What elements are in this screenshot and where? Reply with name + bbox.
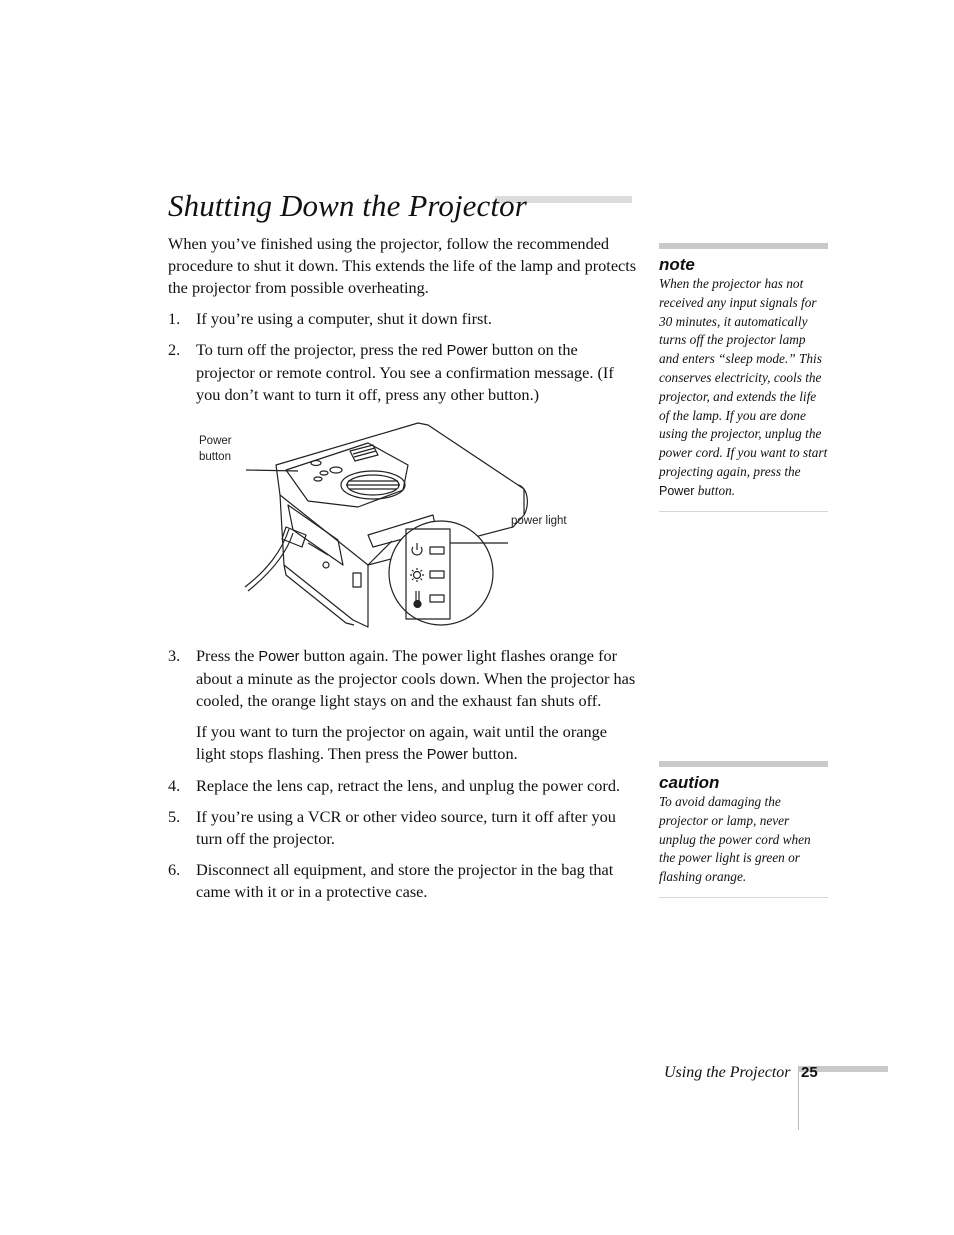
power-key-label: Power [446, 343, 488, 359]
step-number: 2. [168, 340, 181, 359]
footer-section-title: Using the Projector [664, 1064, 791, 1081]
note-text-part: When the projector has not received any input signals for 30 minutes, it automatically turns off the projector lamp and enters “sleep mode.” This conserves electricity, cools the projector, and extends the life of the lamp. If you are done using the projector, unplug the power cord. If you want to start projecting again, press the [659, 276, 828, 479]
page-number: 25 [801, 1064, 818, 1081]
page-title: Shutting Down the Projector [168, 188, 527, 223]
step-number: 5. [168, 807, 181, 826]
main-body [168, 233, 638, 912]
footer-vertical-rule [798, 1066, 799, 1130]
step-text: If you’re using a computer, shut it down first. [196, 309, 492, 328]
intro-paragraph: When you’ve finished using the projector, follow the recommended procedure to shut it down. This extends the life of the lamp and protects the projector from possible overheating. [168, 234, 637, 297]
projector-illustration [168, 415, 638, 633]
note-box [659, 243, 828, 512]
step-text: To turn off the projector, press the red [196, 340, 447, 359]
step-text: button on the projector or remote control. You see a confirmation message. (If you don’t want to turn it off, press any other button.) [196, 340, 614, 404]
step-2 [168, 339, 638, 406]
power-key-label: Power [258, 649, 300, 665]
caution-bar [659, 761, 828, 767]
power-key-label: Power [659, 483, 695, 498]
step-3 [168, 645, 638, 712]
caution-heading: caution [659, 773, 720, 792]
power-button-label: Power button [199, 435, 232, 463]
note-divider [659, 511, 828, 512]
projector-drawing [168, 415, 638, 633]
caution-text: To avoid damaging the projector or lamp, never unplug the power cord when the power light is green or flashing orange. [659, 794, 811, 885]
step-number: 3. [168, 646, 181, 665]
caution-box [659, 761, 828, 898]
step-text: Disconnect all equipment, and store the projector in the bag that came with it or in a protective case. [196, 860, 614, 901]
step-4 [168, 775, 638, 797]
step-6 [168, 859, 638, 903]
step-3-continuation [168, 721, 638, 766]
caution-divider [659, 897, 828, 898]
note-heading: note [659, 255, 695, 274]
power-key-label: Power [426, 747, 468, 763]
step-1 [168, 308, 638, 330]
step-text: Press the [196, 646, 259, 665]
note-text [659, 275, 828, 501]
note-bar [659, 243, 828, 249]
power-light-label: power light [511, 515, 567, 527]
step-number: 1. [168, 309, 181, 328]
step-number: 4. [168, 776, 181, 795]
note-text-part: button. [694, 482, 736, 498]
step-text: button. [467, 744, 518, 763]
step-text: If you’re using a VCR or other video source, turn it off after you turn off the projector. [196, 807, 616, 848]
step-5 [168, 806, 638, 850]
step-number: 6. [168, 860, 181, 879]
step-text: button again. The power light flashes orange for about a minute as the projector cools down. When the projector has cooled, the orange light stays on and the exhaust fan shuts off. [196, 646, 636, 710]
step-text: If you want to turn the projector on again, wait until the orange light stops flashing. Then press the [196, 722, 607, 763]
step-text: Replace the lens cap, retract the lens, and unplug the power cord. [196, 776, 621, 795]
